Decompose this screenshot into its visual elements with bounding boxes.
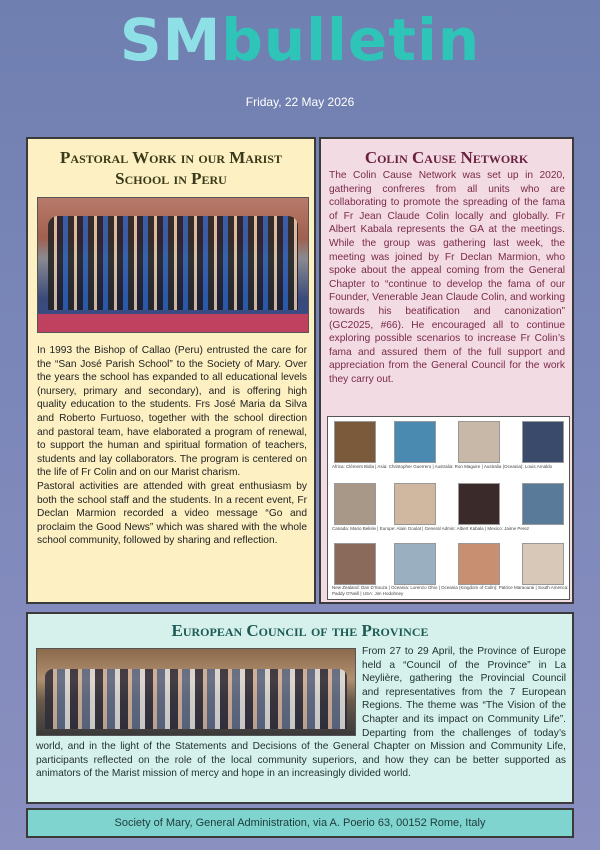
portrait-caption-row-3: New Zealand: Dan D'Souza | Oceania: Lorenzo Ohio | Oceania (Kingdom of Colin): Patrice Maraourai | South America: (332, 585, 569, 590)
title-line-1: Pastoral Work in our Marist (60, 148, 282, 167)
portrait (394, 543, 436, 585)
photo-wrap-spacer (36, 645, 362, 739)
portrait (458, 483, 500, 525)
portrait-caption-row-1: Africa: Clément Bidia | Asia: Christopher Guerrero | Australia: Ron Maguire | Australia (Oceania): Louis Arnaldo (332, 464, 553, 469)
masthead (0, 8, 600, 72)
portrait (522, 483, 564, 525)
article-peru-body (37, 344, 307, 548)
portrait (394, 421, 436, 463)
logo-sm: SM (119, 6, 222, 74)
portrait-caption-row-4: Paddy O'Neill | USA: Jim Hodohney (332, 591, 404, 596)
article-europe-body (36, 645, 566, 781)
europe-paragraph: From 27 to 29 April, the Province of Europe held a “Council of the Province” in La Neylière, gathering the Provincial Council and representatives from the 7 European Regions. The theme was “The Vision of the Chapter and its impact on Community Life”. Departing from the challenges of today’s world, and in the light of the Statements and Decisions of the General Chapter on Mission and Community Life, participants reflected on the role of the local community superiors, and how they can be better supported as animators of the Marist mission of mercy and hope in an increasingly divided world. (36, 646, 566, 780)
photo-floor (38, 314, 308, 332)
bulletin-logo (0, 8, 600, 72)
portrait (334, 483, 376, 525)
peru-paragraph-1: In 1993 the Bishop of Callao (Peru) entrusted the care for the “San José Parish School” to the Society of Mary. Over the years the school has expanded to all educational levels (nursery, primary and secondary), and is offering high quality education to the students. Frs José Maria da Silva and Roberto Furtuoso, together with the school direction and pastoral team, have elaborated a program of renewal, to support the human and spiritual formation of teachers, students and lay collaborators. The program is centered on the life of Fr Colin and on our Marist charism. (37, 345, 307, 479)
article-peru (26, 137, 316, 604)
portrait (458, 543, 500, 585)
article-colin-body (329, 169, 565, 387)
network-portraits (327, 416, 570, 600)
article-peru-title (36, 147, 306, 189)
issue-date: Friday, 22 May 2026 (245, 95, 355, 109)
article-colin-title: Colin Cause Network (364, 148, 529, 167)
portrait (334, 421, 376, 463)
article-europe-title: European Council of the Province (171, 621, 429, 640)
logo-bulletin: bulletin (221, 6, 481, 74)
portrait (334, 543, 376, 585)
school-group-photo (37, 197, 309, 333)
portrait-caption-row-2: Canada: Mario Belisle | Europe: Alain Goulat | General Admin: Albert Kabala | Mexico: Jaime Perez (332, 526, 530, 531)
article-europe (26, 612, 574, 804)
footer-address: Society of Mary, General Administration, via A. Poerio 63, 00152 Rome, Italy (26, 808, 574, 838)
photo-crowd (48, 216, 298, 310)
title-line-2: School in Peru (115, 169, 227, 188)
portrait (394, 483, 436, 525)
article-colin (319, 137, 574, 604)
portrait (522, 421, 564, 463)
colin-paragraph: The Colin Cause Network was set up in 2020, gathering confreres from all units who are collaborating to promote the spreading of the fama of Fr Jean Claude Colin locally and globally. Fr Albert Kabala represents the GA at the meetings. While the group was gathering last week, the meeting was joined by Fr Declan Marmion, who spoke about the appeal coming from the General Chapter to “continue to develop the fama of our Founder, Venerable Jean Claude Colin, and working towards his beatification and canonization” (GC2025, #66). He encouraged all to continue exploring possible scenarios to increase Fr Colin’s fama and assured them of the full support and appreciation from the General Council for the work they carry out. (329, 170, 565, 385)
peru-paragraph-2: Pastoral activities are attended with great enthusiasm by both the school staff and the students. In a recent event, Fr Declan Marmion recorded a video message “Go and proclaim the Good News” which was shared with the whole school community, followed by sharing and reflection. (37, 480, 307, 547)
portrait (522, 543, 564, 585)
portrait (458, 421, 500, 463)
